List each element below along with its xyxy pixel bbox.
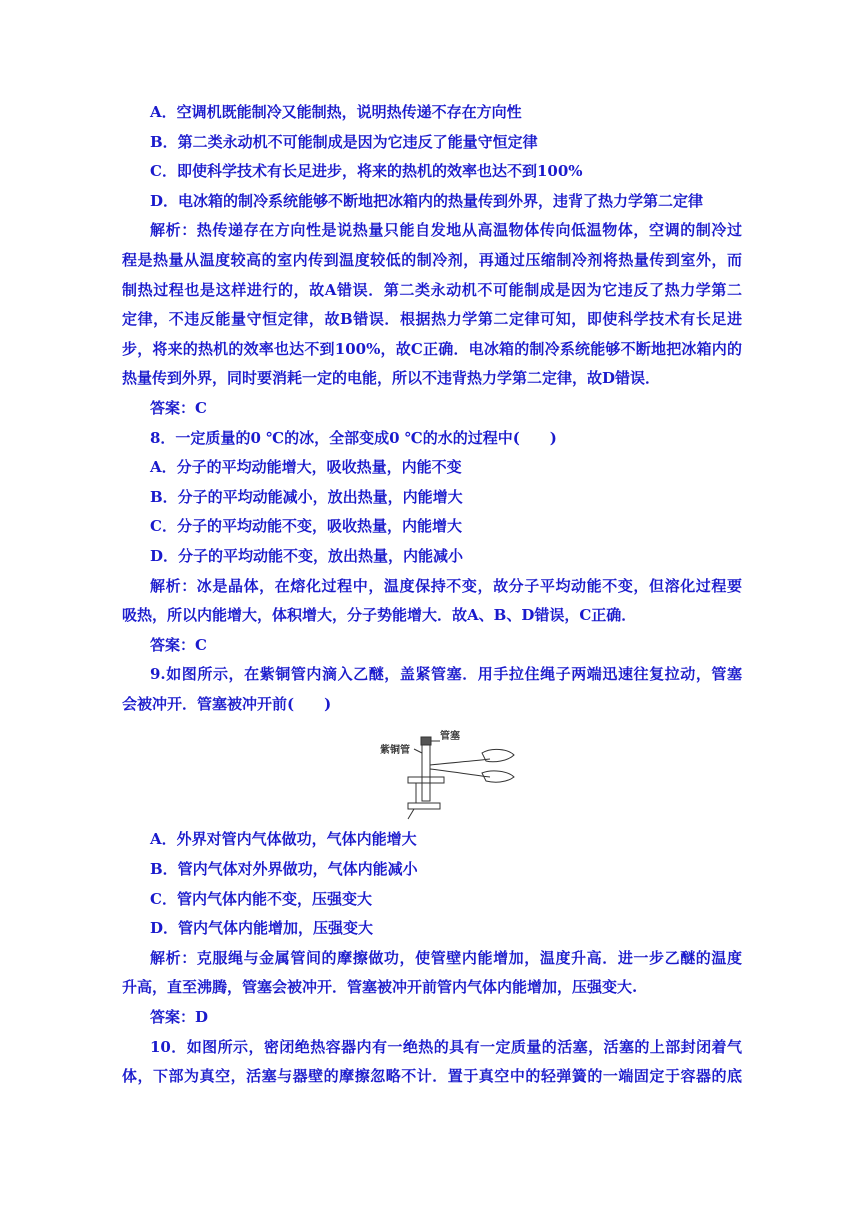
q9-option-d: D．管内气体内能增加，压强变大 bbox=[150, 919, 374, 938]
q7-analysis-line: 程是热量从温度较高的室内传到温度较低的制冷剂，再通过压缩制冷剂将热量传到室外，而 bbox=[122, 250, 742, 269]
q9-stem-line: 会被冲开．管塞被冲开前( ) bbox=[122, 694, 332, 713]
q7-analysis-line: 定律，不违反能量守恒定律，故B错误．根据热力学第二定律可知，即使科学技术有长足进 bbox=[122, 310, 742, 329]
stand bbox=[416, 783, 424, 803]
q9-answer: 答案：D bbox=[150, 1008, 209, 1027]
q9-option-a: A．外界对管内气体做功，气体内能增大 bbox=[150, 830, 417, 849]
q7-analysis-line: 热量传到外界，同时要消耗一定的电能，所以不违背热力学第二定律，故D错误． bbox=[122, 369, 661, 388]
q7-answer: 答案：C bbox=[150, 398, 207, 417]
document-content bbox=[122, 98, 742, 1092]
stand-leg bbox=[408, 809, 414, 819]
copper-tube-figure bbox=[378, 725, 518, 821]
q8-stem: 8．一定质量的0 ℃的冰，全部变成0 ℃的水的过程中( ) bbox=[150, 428, 557, 447]
hand-upper bbox=[482, 750, 514, 762]
q10-stem-line: 体，下部为真空，活塞与器壁的摩擦忽略不计．置于真空中的轻弹簧的一端固定于容器的底 bbox=[122, 1067, 742, 1086]
copper-tube bbox=[422, 745, 430, 801]
q10-stem-line: 10．如图所示，密闭绝热容器内有一绝热的具有一定质量的活塞，活塞的上部封闭着气 bbox=[150, 1037, 742, 1056]
plug-label: 管塞 bbox=[440, 731, 460, 743]
q7-analysis-line: 解析：热传递存在方向性是说热量只能自发地从高温物体传向低温物体，空调的制冷过 bbox=[150, 221, 742, 240]
q8-answer: 答案：C bbox=[150, 635, 207, 654]
q9-stem-line: 9.如图所示，在紫铜管内滴入乙醚，盖紧管塞．用手拉住绳子两端迅速往复拉动，管塞 bbox=[150, 665, 742, 684]
rope-upper bbox=[430, 759, 490, 765]
rope-lower bbox=[430, 769, 490, 777]
q7-analysis-line: 制热过程也是这样进行的，故A错误．第二类永动机不可能制成是因为它违反了热力学第二 bbox=[122, 280, 742, 299]
tube-label-leader bbox=[414, 749, 422, 753]
q7-option-b: B．第二类永动机不可能制成是因为它违反了能量守恒定律 bbox=[150, 132, 538, 151]
q9-analysis-line: 解析：克服绳与金属管间的摩擦做功，使管壁内能增加，温度升高．进一步乙醚的温度 bbox=[150, 948, 742, 967]
q8-analysis-line: 吸热，所以内能增大，体积增大，分子势能增大．故A、B、D错误，C正确． bbox=[122, 606, 637, 625]
q9-analysis-line: 升高，直至沸腾，管塞会被冲开．管塞被冲开前管内气体内能增加，压强变大. bbox=[122, 978, 638, 997]
q7-option-a: A．空调机既能制冷又能制热，说明热传递不存在方向性 bbox=[150, 103, 522, 121]
q9-option-c: C．管内气体内能不变，压强变大 bbox=[150, 889, 372, 908]
q8-option-d: D．分子的平均动能不变，放出热量，内能减小 bbox=[150, 546, 464, 565]
q7-option-d: D．电冰箱的制冷系统能够不断地把冰箱内的热量传到外界，违背了热力学第二定律 bbox=[150, 191, 704, 210]
q8-option-a: A．分子的平均动能增大，吸收热量，内能不变 bbox=[150, 458, 462, 477]
q7-analysis-line: 步，将来的热机的效率也达不到100%，故C正确．电冰箱的制冷系统能够不断地把冰箱内的 bbox=[122, 339, 742, 358]
clamp bbox=[408, 777, 444, 783]
q7-option-c: C．即使科学技术有长足进步，将来的热机的效率也达不到100% bbox=[150, 162, 583, 181]
stand-base bbox=[408, 803, 440, 809]
q9-option-b: B．管内气体对外界做功，气体内能减小 bbox=[150, 860, 418, 879]
q8-analysis-line: 解析：冰是晶体，在熔化过程中，温度保持不变，故分子平均动能不变，但溶化过程要 bbox=[150, 576, 742, 595]
tube-plug bbox=[421, 737, 431, 745]
tube-label: 紫铜管 bbox=[380, 745, 410, 757]
q8-option-b: B．分子的平均动能减小，放出热量，内能增大 bbox=[150, 487, 463, 506]
q8-option-c: C．分子的平均动能不变，吸收热量，内能增大 bbox=[150, 517, 462, 536]
